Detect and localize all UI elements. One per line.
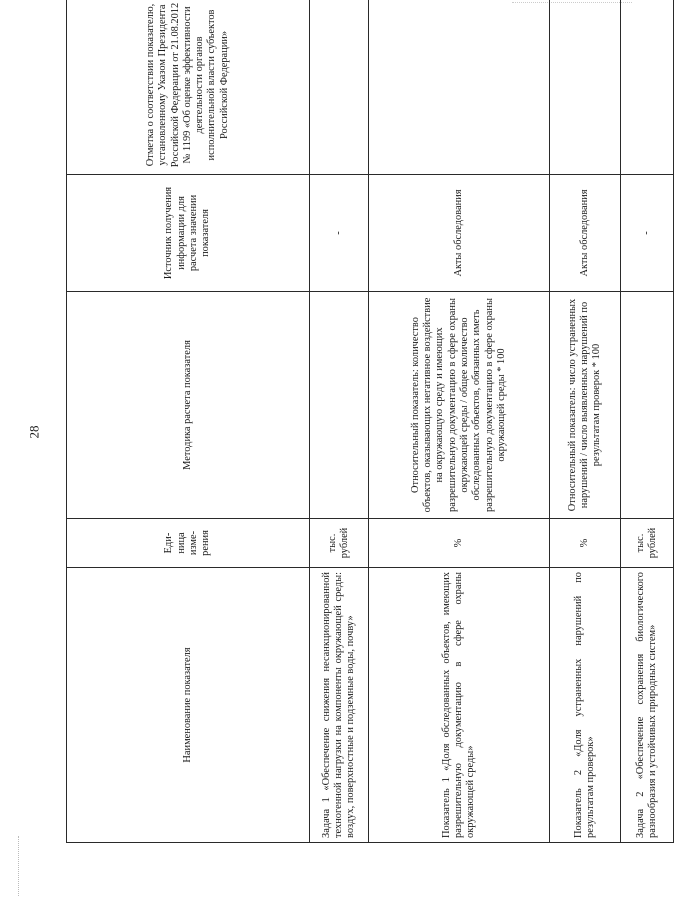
header-compliance-mark: Отметка о соответствии показателю, установленному Указом Президента Российской Федерации от 21.08.2012 № 1199 «Об оценке эффективности деятельности органов исполнительной власти субъектов Российской Федерации» [67,0,310,175]
row-name: Задача 2 «Обеспечение сохранения биологического разнообразия и устойчивых природных систем» [621,568,674,843]
row-name: Задача 1 «Обеспечение снижения несанкционированной техногенной нагрузки на компоненты окружающей среды: воздух, поверхностные и подземные воды, почву» [310,568,369,843]
row-name: Показатель 1 «Доля обследованных объектов, имеющих разрешительную документацию в сфере охраны окружающей среды» [369,568,550,843]
table-row [310,0,369,843]
table-row [621,0,674,843]
row-mark [550,0,621,175]
row-unit: тыс. рублей [621,519,674,568]
row-source: - [621,175,674,292]
row-method: Относительный показатель: число устраненных нарушений / число выявленных нарушений по результатам проверок * 100 [550,292,621,519]
indicator-table [66,0,674,843]
row-method [310,292,369,519]
header-method: Методика расчета показателя [67,292,310,519]
row-unit: % [369,519,550,568]
row-mark [310,0,369,175]
row-mark [621,0,674,175]
row-source: Акты обследования [550,175,621,292]
table-row [369,0,550,843]
row-method [621,292,674,519]
row-source: - [310,175,369,292]
header-indicator-name: Наименование показателя [67,568,310,843]
row-unit: тыс. рублей [310,519,369,568]
scan-margin-dots [18,836,20,896]
page-number: 28 [26,425,42,439]
header-unit: Еди-ница изме-рения [67,519,310,568]
header-row [67,0,310,843]
row-name: Показатель 2 «Доля устраненных нарушений по результатам проверок» [550,568,621,843]
row-source: Акты обследования [369,175,550,292]
header-source: Источник получения информации для расчета значении показателя [67,175,310,292]
rotated-table-container [66,2,658,843]
table-row [550,0,621,843]
row-method: Относительный показатель: количество объектов, оказывающих негативное воздействие на окружающую среду и имеющих разрешительную документацию в сфере охраны окружающей среды / общее количество обследованных объектов, обязанных иметь разрешительную документацию в сфере охраны окружающей среды * 100 [369,292,550,519]
row-mark [369,0,550,175]
row-unit: % [550,519,621,568]
